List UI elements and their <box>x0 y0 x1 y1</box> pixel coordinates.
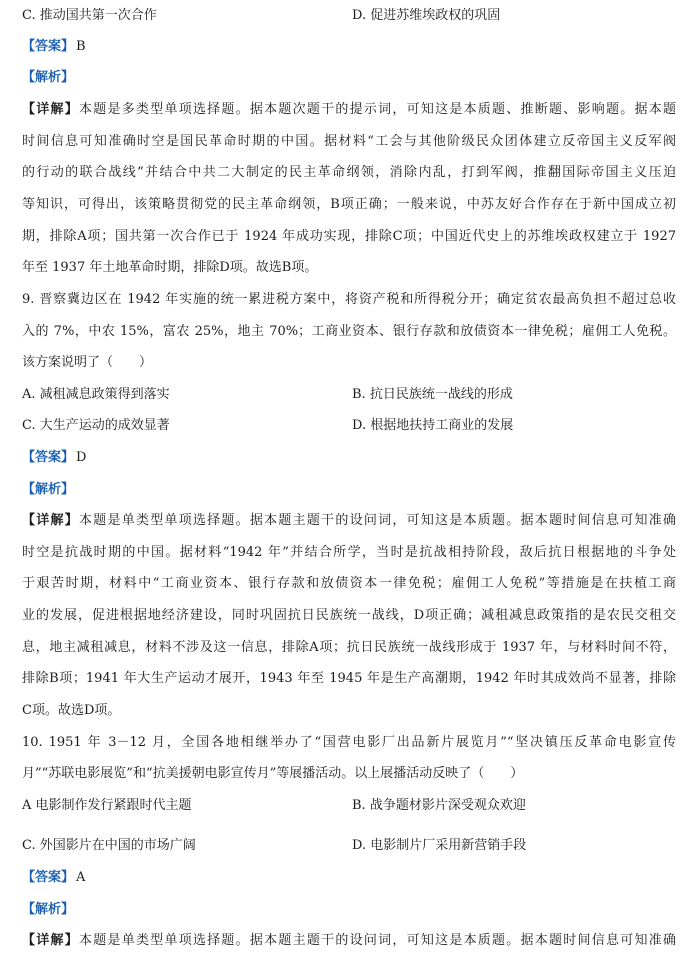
q9-detail-line-3: 于艰苦时期，材料中“工商业资本、银行存款和放债资本一律免税；雇佣工人免税”等措施是在扶植工商 <box>22 576 676 591</box>
q10-stem-line-1: 10. 1951 年 3－12 月，全国各地相继举办了“国营电影厂出品新片展览月”“坚决镇压反革命电影宣传 <box>22 735 676 750</box>
detail-label: 【详解】 <box>22 933 79 948</box>
q9-answer <box>22 448 86 468</box>
q8-detail-line-2: 时间信息可知准确时空是国民革命时期的中国。据材料“工会与其他阶级民众团体建立反帝国主义反军阀 <box>22 134 676 149</box>
q10-answer <box>22 868 85 888</box>
q9-option-d: D. 根据地扶持工商业的发展 <box>352 418 514 433</box>
q8-detail-line-3: 的行动的联合战线”并结合中共二大制定的民主革命纲领，消除内乱，打到军阀，推翻国际帝国主义压迫 <box>22 165 676 180</box>
analysis-label: 【解析】 <box>22 902 75 917</box>
q8-detail-line-4: 等知识，可得出，该策略贯彻党的民主革命纲领，B项正确；一般来说，中苏友好合作存在于新中国成立初 <box>22 197 676 212</box>
q10-option-d: D. 电影制片厂采用新营销手段 <box>352 838 527 853</box>
q10-option-a: A 电影制作发行紧跟时代主题 <box>22 798 192 813</box>
q9-option-b: B. 抗日民族统一战线的形成 <box>352 387 513 402</box>
q10-option-b: B. 战争题材影片深受观众欢迎 <box>352 798 526 813</box>
answer-label: 【答案】 <box>22 39 75 54</box>
q10-stem-line-2: 月”“苏联电影展览”和“抗美援朝电影宣传月”等展播活动。以上展播活动反映了（ ） <box>22 766 524 781</box>
q9-stem-line-2: 入的 7%，中农 15%，富农 25%，地主 70%；工商业资本、银行存款和放债资本一律免税；雇佣工人免税。 <box>22 324 676 339</box>
q9-detail-line-5: 息，地主减租减息，材料不涉及这一信息，排除A项；抗日民族统一战线形成于 1937 年，与材料时间不符， <box>22 640 676 655</box>
q10-option-c: C. 外国影片在中国的市场广阔 <box>22 838 196 853</box>
q8-analysis-heading <box>22 68 74 88</box>
answer-label: 【答案】 <box>22 450 75 465</box>
q8-detail-line-5: 期，排除A项；国共第一次合作已于 1924 年成功实现，排除C项；中国近代史上的苏维埃政权建立于 1927 <box>22 229 676 244</box>
q8-option-d: D. 促进苏维埃政权的巩固 <box>352 8 501 23</box>
q9-option-a: A. 减租减息政策得到落实 <box>22 387 170 402</box>
q9-detail-line-2: 时空是抗战时期的中国。据材料“1942 年”并结合所学，当时是抗战相持阶段，敌后抗日根据地的斗争处 <box>22 545 676 560</box>
q8-option-c: C. 推动国共第一次合作 <box>22 8 157 23</box>
q9-detail-line-4: 业的发展，促进根据地经济建设，同时巩固抗日民族统一战线，D项正确；减租减息政策指的是农民交租交 <box>22 608 676 623</box>
q8-answer-value: B <box>76 39 86 54</box>
q9-answer-value: D <box>76 450 87 465</box>
q10-detail-line-1: 【详解】本题是单类型单项选择题。据本题主题干的设问词，可知这是本质题。据本题时间信息可知准确 <box>22 933 676 948</box>
q10-analysis-heading <box>22 900 74 920</box>
detail-label: 【详解】 <box>22 513 79 528</box>
q9-detail-line-1: 【详解】本题是单类型单项选择题。据本题主题干的设问词，可知这是本质题。据本题时间信息可知准确 <box>22 513 676 528</box>
q8-detail-line-6: 年至 1937 年土地革命时期，排除D项。故选B项。 <box>22 260 318 275</box>
detail-label: 【详解】 <box>22 102 79 117</box>
q9-stem-line-3: 该方案说明了（ ） <box>22 355 153 370</box>
q9-detail-line-7: C项。故选D项。 <box>22 703 121 718</box>
q8-answer <box>22 37 86 57</box>
answer-label: 【答案】 <box>22 870 75 885</box>
q8-detail-line-1: 【详解】本题是多类型单项选择题。据本题次题干的提示词，可知这是本质题、推断题、影响题。据本题 <box>22 102 676 117</box>
analysis-label: 【解析】 <box>22 482 75 497</box>
analysis-label: 【解析】 <box>22 70 75 85</box>
q10-answer-value: A <box>76 870 86 885</box>
q9-option-c: C. 大生产运动的成效显著 <box>22 418 170 433</box>
q9-detail-line-6: 排除B项；1941 年大生产运动才展开，1943 年至 1945 年是生产高潮期，1942 年时其成效尚不显著，排除 <box>22 671 676 686</box>
q9-stem-line-1: 9. 晋察冀边区在 1942 年实施的统一累进税方案中，将资产税和所得税分开；确定贫农最高负担不超过总收 <box>22 292 676 307</box>
q9-analysis-heading <box>22 480 74 500</box>
